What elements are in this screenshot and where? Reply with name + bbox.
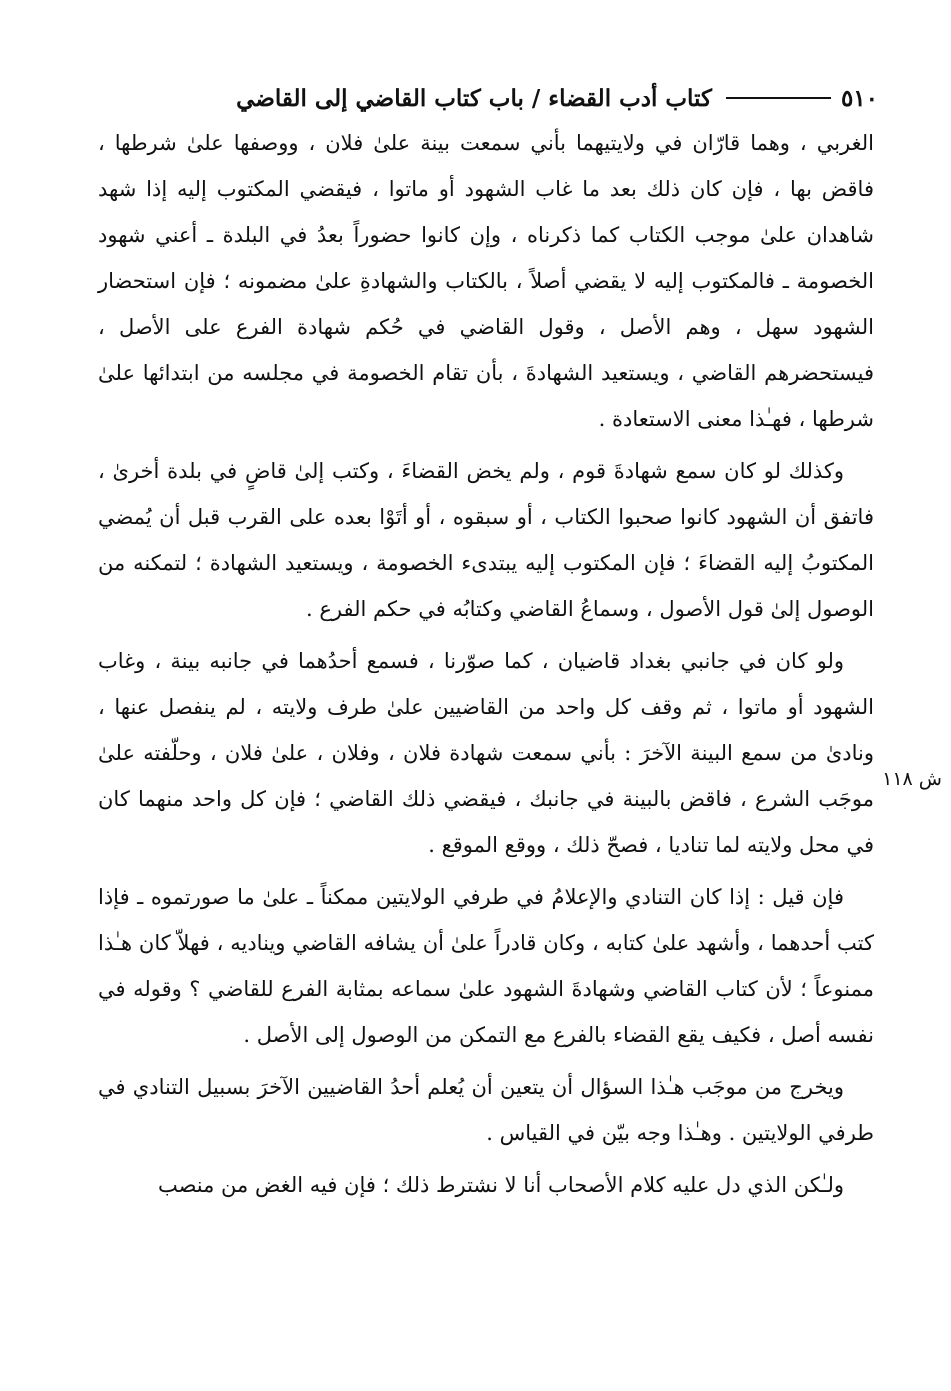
header-rule xyxy=(726,97,831,99)
running-header xyxy=(98,80,878,116)
paragraph-2: وكذلك لو كان سمع شهادةَ قوم ، ولم يخض القضاءَ ، وكتب إلىٰ قاضٍ في بلدة أخرىٰ ، فاتفق أن الشهود كانوا صحبوا الكتاب ، أو سبقوه ، أو أتَوْا بعده على القرب قبل أن يُمضي المكتوبُ إليه القضاءَ ؛ فإن المكتوب إليه يبتدىء الخصومة ، ويستعيد الشهادة ؛ لتمكنه من الوصول إلىٰ قول الأصول ، وسماعُ القاضي وكتابُه في حكم الفرع . xyxy=(98,459,874,621)
page-number: ٥١٠ xyxy=(840,84,878,112)
paragraph-3: ولو كان في جانبي بغداد قاضيان ، كما صوّرنا ، فسمع أحدُهما في جانبه بينة ، وغاب الشهود أو ماتوا ، ثم وقف كل واحد من القاضيين علىٰ طرف ولايته ، لم ينفصل عنها ، ونادىٰ من سمع البينة الآخرَ : بأني سمعت شهادة فلان ، وفلان ، علىٰ فلان ، وحلّفته علىٰ موجَب الشرع ، فاقض بالبينة في جانبك ، فيقضي ذلك القاضي ؛ فإن كل واحد منهما كان في محل ولايته لما تناديا ، فصحّ ذلك ، ووقع الموقع . xyxy=(98,649,874,857)
paragraph-4: فإن قيل : إذا كان التنادي والإعلامُ في طرفي الولايتين ممكناً ـ علىٰ ما صورتموه ـ فإذا كتب أحدهما ، وأشهد علىٰ كتابه ، وكان قادراً علىٰ أن يشافه القاضي ويناديه ، فهلاّ كان هـٰذا ممنوعاً ؛ لأن كتاب القاضي وشهادةَ الشهود علىٰ سماعه بمثابة الفرع للقاضي ؟ وقوله في نفسه أصل ، فكيف يقع القضاء بالفرع مع التمكن من الوصول إلى الأصل . xyxy=(98,885,874,1047)
paragraph-6: ولـٰكن الذي دل عليه كلام الأصحاب أنا لا نشترط ذلك ؛ فإن فيه الغض من منصب xyxy=(157,1173,844,1197)
margin-reference: ش ١١٨ xyxy=(882,768,942,790)
paragraph-5: ويخرج من موجَب هـٰذا السؤال أن يتعين أن يُعلم أحدُ القاضيين الآخرَ بسبيل التنادي في طرفي الولايتين . وهـٰذا وجه بيّن في القياس . xyxy=(98,1075,874,1145)
body-text xyxy=(98,120,874,1214)
paragraph-1: الغربي ، وهما قارّان في ولايتيهما بأني سمعت بينة علىٰ فلان ، ووصفها علىٰ شرطها ، فاقض بها ، فإن كان ذلك بعد ما غاب الشهود أو ماتوا ، فيقضي المكتوب إليه إذا شهد شاهدان علىٰ موجب الكتاب كما ذكرناه ، وإن كانوا حضوراً بعدُ في البلدة ـ أعني شهود الخصومة ـ فالمكتوب إليه لا يقضي أصلاً ، بالكتاب والشهادةِ علىٰ مضمونه ؛ فإن استحضار الشهود سهل ، وهم الأصل ، وقول القاضي في حُكم شهادة الفرع على الأصل ، فيستحضرهم القاضي ، ويستعيد الشهادةَ ، بأن تقام الخصومة في مجلسه من ابتدائها علىٰ شرطها ، فهـٰذا معنى الاستعادة . xyxy=(98,131,874,431)
running-title: كتاب أدب القضاء / باب كتاب القاضي إلى القاضي xyxy=(236,84,712,112)
